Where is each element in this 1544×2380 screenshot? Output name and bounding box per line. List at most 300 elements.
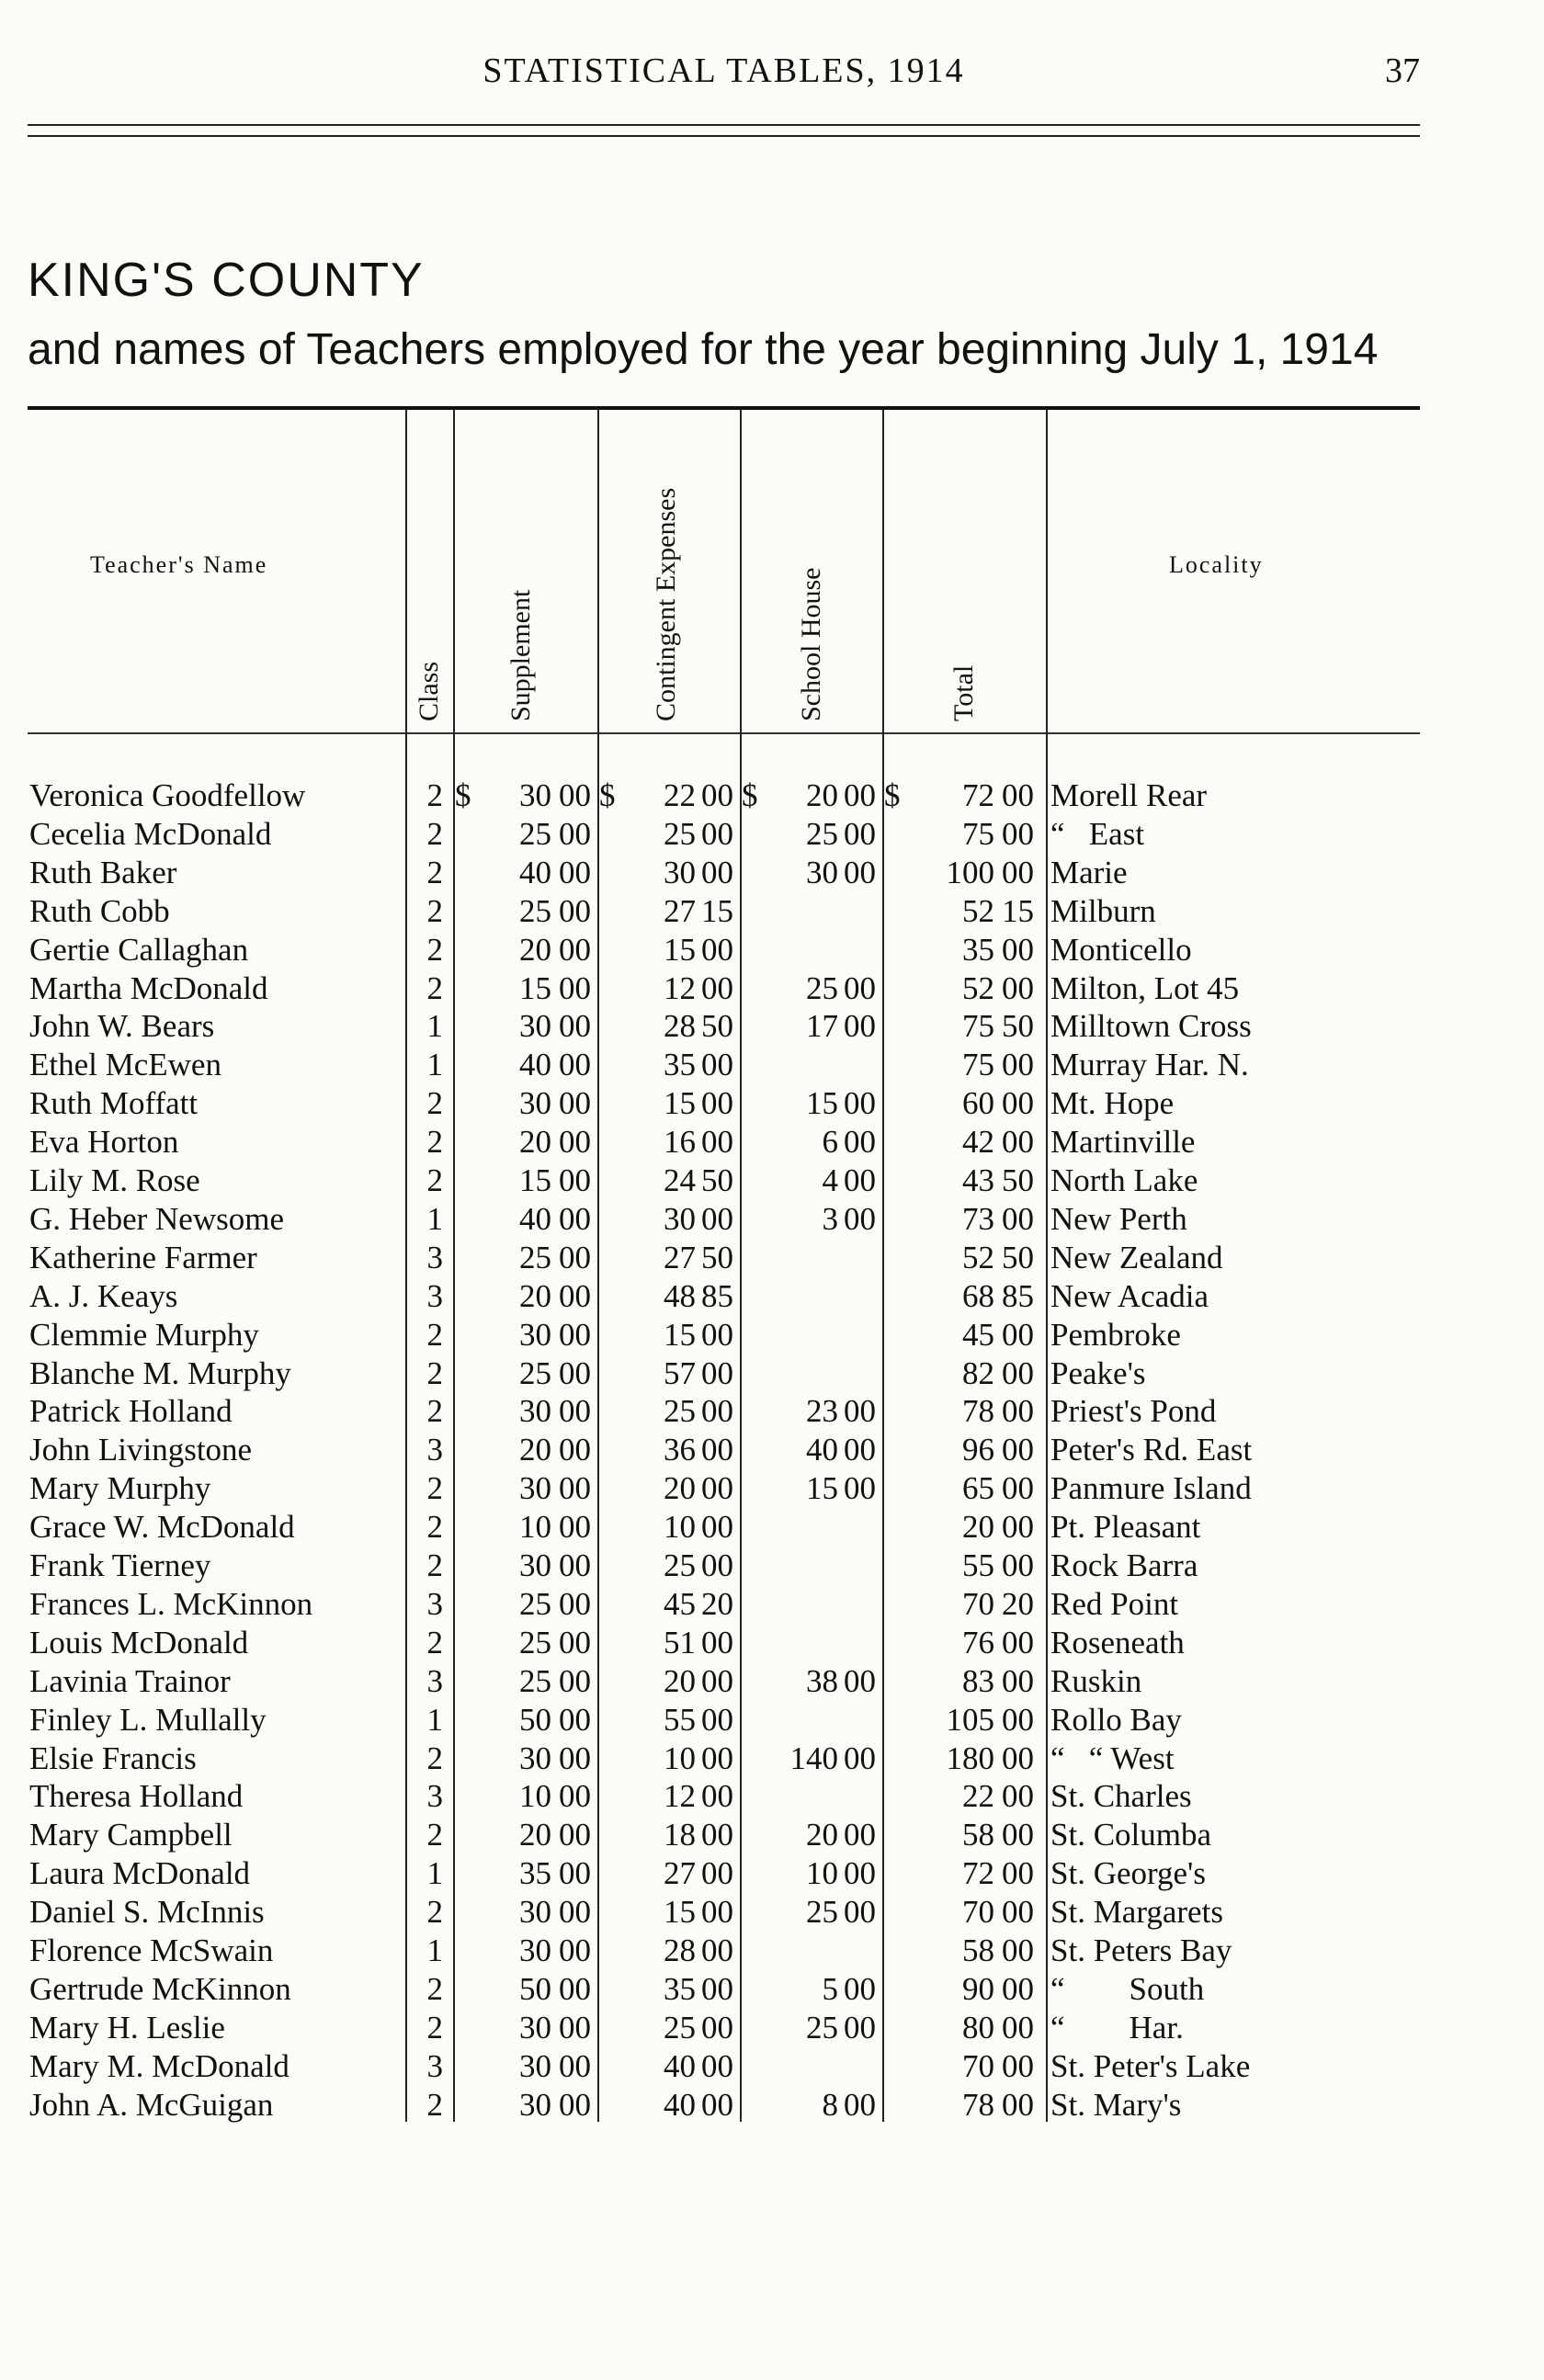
school-house-cents: 00 — [844, 1470, 876, 1507]
supplement-dollars: 15 — [519, 1162, 551, 1198]
supplement-dollars: 25 — [519, 892, 551, 929]
teacher-name: Daniel S. McInnis — [29, 1894, 265, 1931]
contingent-cents: 00 — [701, 1624, 733, 1660]
table-row — [0, 776, 1544, 815]
total-dollars: 75 — [962, 1008, 994, 1045]
total-cents: 00 — [1002, 1470, 1034, 1507]
school-house-dollars: 20 — [806, 777, 838, 813]
supplement-dollars: 20 — [519, 931, 551, 968]
contingent-cents: 00 — [701, 777, 733, 813]
table-row — [0, 969, 1544, 1008]
class-value: 3 — [426, 1277, 443, 1314]
teacher-name: Frances L. McKinnon — [29, 1585, 313, 1622]
teacher-name: Louis McDonald — [29, 1624, 249, 1660]
total-dollars: 20 — [962, 1509, 994, 1546]
supplement-cents: 00 — [559, 1200, 591, 1237]
locality: St. Peter's Lake — [1050, 2047, 1251, 2084]
locality: Rock Barra — [1050, 1547, 1198, 1583]
locality: Roseneath — [1050, 1624, 1185, 1660]
total-cents: 20 — [1002, 1585, 1034, 1622]
contingent-cents: 00 — [701, 2086, 733, 2123]
supplement-cents: 00 — [559, 1316, 591, 1353]
supplement-cents: 00 — [559, 1817, 591, 1853]
supplement-cents: 00 — [559, 931, 591, 968]
teacher-name: Ruth Cobb — [29, 892, 170, 929]
school-house-cents: 00 — [844, 1817, 876, 1853]
contingent-dollars: 28 — [664, 1932, 696, 1968]
contingent-dollars: 27 — [664, 1855, 696, 1892]
contingent-dollars: 20 — [664, 1662, 696, 1699]
supplement-cents: 00 — [559, 1894, 591, 1931]
total-cents: 00 — [1002, 1894, 1034, 1931]
contingent-cents: 00 — [701, 1432, 733, 1468]
school-house-cents: 00 — [844, 1124, 876, 1161]
school-house-dollars: 40 — [806, 1432, 838, 1468]
total-dollars: 105 — [946, 1701, 994, 1738]
total-dollars: 35 — [962, 931, 994, 968]
contingent-dollars: 12 — [664, 969, 696, 1006]
school-house-dollars: 25 — [806, 969, 838, 1006]
table-row — [0, 2047, 1544, 2086]
total-dollars: 78 — [962, 1393, 994, 1430]
class-value: 2 — [426, 854, 443, 890]
table-row — [0, 1084, 1544, 1123]
contingent-dollars: 55 — [664, 1701, 696, 1738]
total-cents: 00 — [1002, 1432, 1034, 1468]
school-house-dollars: 17 — [806, 1008, 838, 1045]
contingent-dollars: 10 — [664, 1509, 696, 1546]
locality: Martinville — [1050, 1124, 1196, 1161]
total-dollars: 55 — [962, 1547, 994, 1583]
contingent-dollars: 25 — [664, 1547, 696, 1583]
school-house-dollars: 3 — [822, 1200, 838, 1237]
contingent-dollars: 30 — [664, 854, 696, 890]
school-house-cents: 00 — [844, 815, 876, 852]
supplement-cents: 00 — [559, 1662, 591, 1699]
table-row — [0, 1662, 1544, 1701]
locality: New Perth — [1050, 1200, 1187, 1237]
class-value: 1 — [426, 1200, 443, 1237]
total-dollars: 96 — [962, 1432, 994, 1468]
school-house-dollars: 38 — [806, 1662, 838, 1699]
class-value: 3 — [426, 1778, 443, 1815]
supplement-dollars: 25 — [519, 1239, 551, 1275]
total-cents: 00 — [1002, 1047, 1034, 1083]
locality: Morell Rear — [1050, 777, 1208, 813]
school-house-dollars: 10 — [806, 1855, 838, 1892]
locality: Milburn — [1050, 892, 1156, 929]
locality: Ruskin — [1050, 1662, 1142, 1699]
contingent-cents: 20 — [701, 1585, 733, 1622]
table-row — [0, 815, 1544, 854]
total-dollars: 72 — [962, 1855, 994, 1892]
school-house-dollars: 5 — [822, 1970, 838, 2007]
table-row — [0, 1970, 1544, 2009]
class-value: 3 — [426, 1662, 443, 1699]
contingent-dollars: 20 — [664, 1470, 696, 1507]
teacher-name: Lily M. Rose — [29, 1162, 200, 1198]
school-house-cents: 00 — [844, 1662, 876, 1699]
class-value: 2 — [426, 1393, 443, 1430]
class-value: 3 — [426, 1432, 443, 1468]
contingent-cents: 00 — [701, 1047, 733, 1083]
teacher-name: Eva Horton — [29, 1124, 179, 1161]
locality: Pembroke — [1050, 1316, 1181, 1353]
school-house-cents: 00 — [844, 1740, 876, 1776]
dollar-sign: $ — [884, 777, 901, 813]
class-value: 2 — [426, 1547, 443, 1583]
table-row — [0, 2086, 1544, 2125]
class-value: 3 — [426, 1585, 443, 1622]
school-house-dollars: 25 — [806, 2009, 838, 2046]
header-supplement: Supplement — [505, 589, 536, 721]
total-cents: 00 — [1002, 2086, 1034, 2123]
contingent-dollars: 35 — [664, 1970, 696, 2007]
class-value: 2 — [426, 1124, 443, 1161]
table-row — [0, 1547, 1544, 1585]
contingent-cents: 00 — [701, 1509, 733, 1546]
supplement-cents: 00 — [559, 777, 591, 813]
teacher-name: Theresa Holland — [29, 1778, 244, 1815]
supplement-cents: 00 — [559, 1547, 591, 1583]
class-value: 2 — [426, 2086, 443, 2123]
contingent-cents: 00 — [701, 2047, 733, 2084]
total-dollars: 70 — [962, 1894, 994, 1931]
supplement-cents: 00 — [559, 2086, 591, 2123]
teacher-name: Mary H. Leslie — [29, 2009, 225, 2046]
table-row — [0, 1893, 1544, 1932]
teacher-name: Cecelia McDonald — [29, 815, 272, 852]
supplement-dollars: 35 — [519, 1855, 551, 1892]
locality: St. Mary's — [1050, 2086, 1182, 2123]
total-dollars: 52 — [962, 969, 994, 1006]
locality: Mt. Hope — [1050, 1085, 1175, 1122]
contingent-cents: 00 — [701, 931, 733, 968]
supplement-cents: 00 — [559, 1509, 591, 1546]
table-row — [0, 854, 1544, 892]
teacher-name: Mary Campbell — [29, 1817, 233, 1853]
school-house-cents: 00 — [844, 1393, 876, 1430]
supplement-dollars: 30 — [519, 1740, 551, 1776]
supplement-dollars: 20 — [519, 1277, 551, 1314]
school-house-cents: 00 — [844, 1432, 876, 1468]
school-house-dollars: 8 — [822, 2086, 838, 2123]
supplement-dollars: 25 — [519, 815, 551, 852]
school-house-dollars: 15 — [806, 1470, 838, 1507]
teacher-name: John W. Bears — [29, 1008, 215, 1045]
teacher-name: Blanche M. Murphy — [29, 1354, 291, 1391]
total-cents: 00 — [1002, 854, 1034, 890]
school-house-cents: 00 — [844, 1200, 876, 1237]
contingent-dollars: 27 — [664, 892, 696, 929]
supplement-cents: 00 — [559, 1970, 591, 2007]
supplement-cents: 00 — [559, 854, 591, 890]
contingent-dollars: 40 — [664, 2047, 696, 2084]
locality: Peter's Rd. East — [1050, 1432, 1253, 1468]
supplement-cents: 00 — [559, 892, 591, 929]
contingent-dollars: 25 — [664, 815, 696, 852]
class-value: 2 — [426, 777, 443, 813]
locality: St. Margarets — [1050, 1894, 1223, 1931]
class-value: 2 — [426, 1085, 443, 1122]
locality: Murray Har. N. — [1050, 1047, 1249, 1083]
contingent-dollars: 40 — [664, 2086, 696, 2123]
locality: “ East — [1050, 815, 1145, 852]
class-value: 2 — [426, 1509, 443, 1546]
contingent-cents: 50 — [701, 1162, 733, 1198]
class-value: 3 — [426, 2047, 443, 2084]
teacher-name: Katherine Farmer — [29, 1239, 257, 1275]
total-cents: 00 — [1002, 1701, 1034, 1738]
school-house-cents: 00 — [844, 969, 876, 1006]
school-house-cents: 00 — [844, 2086, 876, 2123]
teacher-name: Laura McDonald — [29, 1855, 251, 1892]
teacher-name: Lavinia Trainor — [29, 1662, 231, 1699]
class-value: 2 — [426, 892, 443, 929]
supplement-dollars: 30 — [519, 1894, 551, 1931]
contingent-cents: 00 — [701, 1316, 733, 1353]
total-dollars: 42 — [962, 1124, 994, 1161]
supplement-dollars: 25 — [519, 1662, 551, 1699]
total-cents: 85 — [1002, 1277, 1034, 1314]
supplement-dollars: 25 — [519, 1624, 551, 1660]
supplement-cents: 00 — [559, 1124, 591, 1161]
contingent-cents: 00 — [701, 854, 733, 890]
supplement-cents: 00 — [559, 969, 591, 1006]
contingent-cents: 00 — [701, 1354, 733, 1391]
contingent-dollars: 30 — [664, 1200, 696, 1237]
school-house-cents: 00 — [844, 1970, 876, 2007]
supplement-cents: 00 — [559, 1239, 591, 1275]
header-contingent-expenses: Contingent Expenses — [651, 487, 681, 721]
table-row — [0, 1777, 1544, 1816]
county-subtitle: and names of Teachers employed for the year beginning July 1, 1914 — [28, 325, 1379, 374]
total-cents: 00 — [1002, 815, 1034, 852]
contingent-dollars: 35 — [664, 1047, 696, 1083]
school-house-cents: 00 — [844, 1894, 876, 1931]
school-house-cents: 00 — [844, 1085, 876, 1122]
school-house-dollars: 20 — [806, 1817, 838, 1853]
contingent-cents: 00 — [701, 1470, 733, 1507]
table-row — [0, 892, 1544, 931]
table-row — [0, 1239, 1544, 1277]
total-dollars: 76 — [962, 1624, 994, 1660]
total-dollars: 78 — [962, 2086, 994, 2123]
total-dollars: 70 — [962, 2047, 994, 2084]
total-cents: 00 — [1002, 1662, 1034, 1699]
total-cents: 00 — [1002, 931, 1034, 968]
contingent-dollars: 15 — [664, 1316, 696, 1353]
supplement-cents: 00 — [559, 1277, 591, 1314]
contingent-cents: 00 — [701, 815, 733, 852]
contingent-dollars: 22 — [664, 777, 696, 813]
locality: Monticello — [1050, 931, 1192, 968]
table-row — [0, 1277, 1544, 1316]
locality: New Zealand — [1050, 1239, 1223, 1275]
contingent-dollars: 15 — [664, 931, 696, 968]
class-value: 1 — [426, 1701, 443, 1738]
supplement-cents: 00 — [559, 1047, 591, 1083]
total-cents: 00 — [1002, 1354, 1034, 1391]
table-row — [0, 1316, 1544, 1354]
contingent-cents: 00 — [701, 1662, 733, 1699]
supplement-dollars: 30 — [519, 2009, 551, 2046]
table-row — [0, 1123, 1544, 1162]
locality: Milltown Cross — [1050, 1008, 1252, 1045]
header-bottom-rule — [28, 732, 1420, 734]
dollar-sign: $ — [742, 777, 758, 813]
contingent-cents: 00 — [701, 1817, 733, 1853]
teacher-name: Grace W. McDonald — [29, 1509, 295, 1546]
class-value: 2 — [426, 1970, 443, 2007]
contingent-cents: 00 — [701, 1970, 733, 2007]
supplement-cents: 00 — [559, 1354, 591, 1391]
supplement-cents: 00 — [559, 1162, 591, 1198]
teacher-name: Frank Tierney — [29, 1547, 211, 1583]
supplement-dollars: 30 — [519, 1008, 551, 1045]
supplement-dollars: 30 — [519, 1316, 551, 1353]
school-house-dollars: 140 — [789, 1740, 838, 1776]
total-dollars: 90 — [962, 1970, 994, 2007]
total-dollars: 52 — [962, 1239, 994, 1275]
total-cents: 00 — [1002, 1970, 1034, 2007]
table-row — [0, 1007, 1544, 1046]
locality: Rollo Bay — [1050, 1701, 1182, 1738]
county-title: KING'S COUNTY — [28, 254, 425, 307]
contingent-dollars: 15 — [664, 1894, 696, 1931]
contingent-cents: 00 — [701, 2009, 733, 2046]
teacher-name: Elsie Francis — [29, 1740, 197, 1776]
contingent-cents: 00 — [701, 1547, 733, 1583]
teacher-name: Patrick Holland — [29, 1393, 233, 1430]
supplement-dollars: 30 — [519, 1470, 551, 1507]
total-dollars: 22 — [962, 1778, 994, 1815]
contingent-dollars: 10 — [664, 1740, 696, 1776]
locality: Panmure Island — [1050, 1470, 1252, 1507]
school-house-dollars: 4 — [822, 1162, 838, 1198]
locality: Pt. Pleasant — [1050, 1509, 1201, 1546]
running-title: STATISTICAL TABLES, 1914 — [482, 51, 965, 90]
contingent-dollars: 25 — [664, 2009, 696, 2046]
supplement-dollars: 15 — [519, 969, 551, 1006]
contingent-dollars: 25 — [664, 1393, 696, 1430]
contingent-dollars: 24 — [664, 1162, 696, 1198]
contingent-dollars: 51 — [664, 1624, 696, 1660]
supplement-cents: 00 — [559, 2047, 591, 2084]
supplement-cents: 00 — [559, 1624, 591, 1660]
supplement-dollars: 20 — [519, 1124, 551, 1161]
class-value: 3 — [426, 1239, 443, 1275]
teacher-name: Ruth Moffatt — [29, 1085, 199, 1122]
total-cents: 00 — [1002, 1932, 1034, 1968]
locality: North Lake — [1050, 1162, 1198, 1198]
supplement-dollars: 30 — [519, 2047, 551, 2084]
class-value: 2 — [426, 1316, 443, 1353]
total-cents: 00 — [1002, 1393, 1034, 1430]
total-cents: 00 — [1002, 1624, 1034, 1660]
teacher-name: Ruth Baker — [29, 854, 177, 890]
class-value: 2 — [426, 1894, 443, 1931]
table-row — [0, 1816, 1544, 1854]
total-cents: 00 — [1002, 1316, 1034, 1353]
class-value: 2 — [426, 931, 443, 968]
total-cents: 50 — [1002, 1162, 1034, 1198]
class-value: 2 — [426, 2009, 443, 2046]
locality: St. Charles — [1050, 1778, 1192, 1815]
table-row — [0, 1200, 1544, 1239]
total-dollars: 43 — [962, 1162, 994, 1198]
supplement-dollars: 20 — [519, 1432, 551, 1468]
class-value: 2 — [426, 969, 443, 1006]
supplement-cents: 00 — [559, 1855, 591, 1892]
supplement-dollars: 30 — [519, 1932, 551, 1968]
teacher-name: Clemmie Murphy — [29, 1316, 259, 1353]
total-cents: 00 — [1002, 1817, 1034, 1853]
total-dollars: 68 — [962, 1277, 994, 1314]
supplement-dollars: 30 — [519, 2086, 551, 2123]
class-value: 2 — [426, 1354, 443, 1391]
supplement-dollars: 10 — [519, 1778, 551, 1815]
teacher-name: G. Heber Newsome — [29, 1200, 284, 1237]
supplement-dollars: 50 — [519, 1701, 551, 1738]
supplement-dollars: 40 — [519, 1047, 551, 1083]
table-row — [0, 931, 1544, 969]
contingent-cents: 00 — [701, 1200, 733, 1237]
contingent-dollars: 12 — [664, 1778, 696, 1815]
total-cents: 00 — [1002, 1124, 1034, 1161]
supplement-dollars: 25 — [519, 1354, 551, 1391]
class-value: 1 — [426, 1855, 443, 1892]
school-house-dollars: 6 — [822, 1124, 838, 1161]
contingent-dollars: 36 — [664, 1432, 696, 1468]
class-value: 2 — [426, 815, 443, 852]
contingent-dollars: 28 — [664, 1008, 696, 1045]
total-dollars: 83 — [962, 1662, 994, 1699]
class-value: 1 — [426, 1932, 443, 1968]
contingent-cents: 00 — [701, 1894, 733, 1931]
table-row — [0, 1046, 1544, 1084]
teacher-name: John Livingstone — [29, 1432, 253, 1468]
class-value: 2 — [426, 1817, 443, 1853]
teacher-name: A. J. Keays — [29, 1277, 178, 1314]
locality: “ South — [1050, 1970, 1205, 2007]
total-cents: 00 — [1002, 1740, 1034, 1776]
contingent-cents: 00 — [701, 1740, 733, 1776]
school-house-dollars: 25 — [806, 1894, 838, 1931]
supplement-cents: 00 — [559, 1932, 591, 1968]
contingent-cents: 00 — [701, 1855, 733, 1892]
total-dollars: 58 — [962, 1932, 994, 1968]
teacher-name: Florence McSwain — [29, 1932, 274, 1968]
table-row — [0, 1585, 1544, 1624]
teacher-name: Finley L. Mullally — [29, 1701, 267, 1738]
contingent-dollars: 45 — [664, 1585, 696, 1622]
contingent-cents: 00 — [701, 1393, 733, 1430]
school-house-cents: 00 — [844, 2009, 876, 2046]
table-row — [0, 1624, 1544, 1662]
total-cents: 00 — [1002, 777, 1034, 813]
school-house-cents: 00 — [844, 777, 876, 813]
class-value: 2 — [426, 1624, 443, 1660]
total-cents: 00 — [1002, 969, 1034, 1006]
school-house-cents: 00 — [844, 1162, 876, 1198]
supplement-cents: 00 — [559, 1740, 591, 1776]
locality: St. George's — [1050, 1855, 1206, 1892]
table-row — [0, 1932, 1544, 1970]
contingent-cents: 00 — [701, 1778, 733, 1815]
school-house-dollars: 30 — [806, 854, 838, 890]
total-cents: 50 — [1002, 1008, 1034, 1045]
